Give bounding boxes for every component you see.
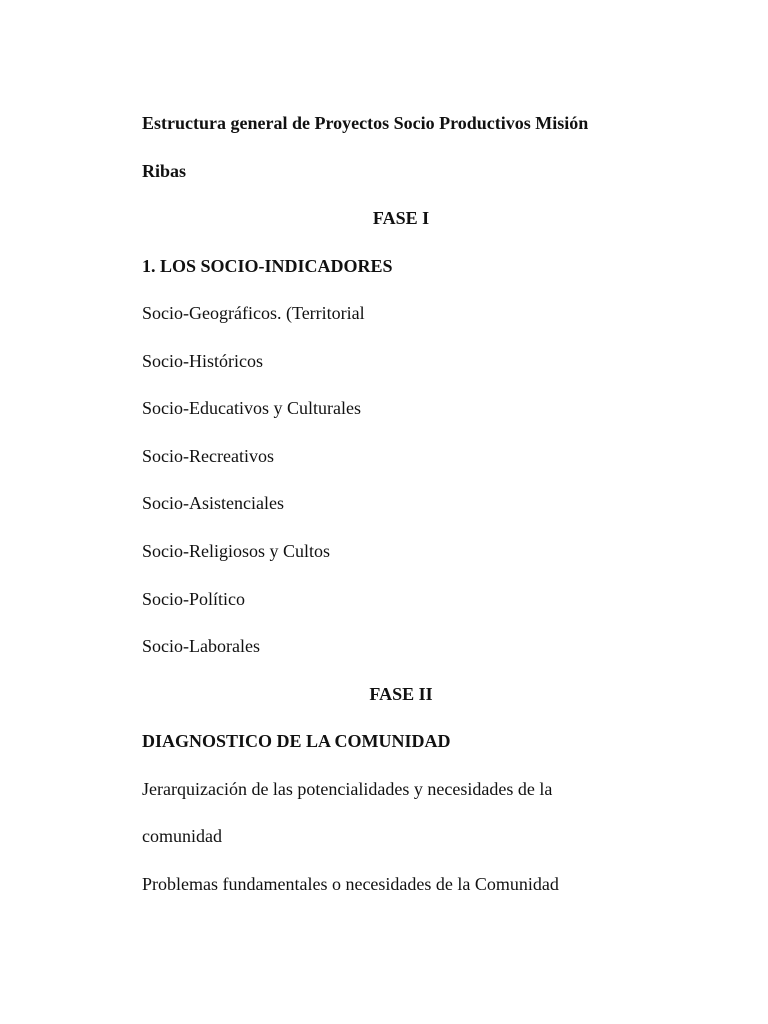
- phase-2-section-title: DIAGNOSTICO DE LA COMUNIDAD: [142, 731, 451, 751]
- indicator-item: Socio-Religiosos y Cultos: [142, 541, 331, 561]
- document-title-line-1: Estructura general de Proyectos Socio Productivos Misión: [142, 113, 589, 133]
- indicator-item: Socio-Asistenciales: [142, 493, 284, 513]
- indicator-item: Socio-Geográficos. (Territorial: [142, 303, 365, 323]
- diagnostic-paragraph-2: Problemas fundamentales o necesidades de la Comunidad: [142, 874, 559, 894]
- indicator-item: Socio-Recreativos: [142, 446, 274, 466]
- phase-2-heading: FASE II: [369, 684, 433, 704]
- indicator-item: Socio-Político: [142, 589, 245, 609]
- diagnostic-paragraph-line-1: Jerarquización de las potencialidades y necesidades de la: [142, 779, 553, 799]
- document-title-line-2: Ribas: [142, 161, 187, 181]
- diagnostic-paragraph-line-2: comunidad: [142, 826, 222, 846]
- phase-1-heading: FASE I: [372, 208, 430, 228]
- indicator-item: Socio-Educativos y Culturales: [142, 398, 361, 418]
- indicator-item: Socio-Históricos: [142, 351, 263, 371]
- phase-1-section-title: 1. LOS SOCIO-INDICADORES: [142, 256, 393, 276]
- indicator-item: Socio-Laborales: [142, 636, 260, 656]
